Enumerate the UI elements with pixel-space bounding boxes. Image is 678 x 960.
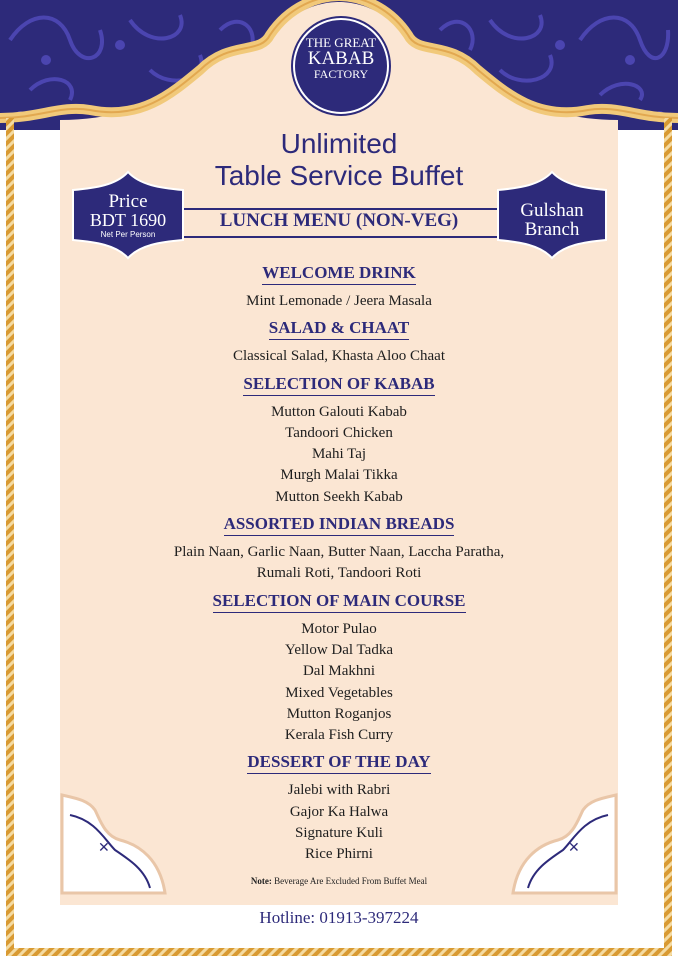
section-heading: WELCOME DRINK — [262, 262, 415, 285]
logo-line-1: THE GREAT — [305, 35, 377, 50]
section-heading: SELECTION OF KABAB — [243, 373, 434, 396]
price-label: Price — [108, 191, 148, 212]
section-heading: ASSORTED INDIAN BREADS — [224, 513, 455, 536]
branch-line-2: Branch — [524, 219, 580, 240]
menu-section — [0, 751, 678, 865]
rope-border-bottom — [6, 948, 672, 956]
logo-line-2: KABAB — [307, 48, 375, 69]
hotline-number: Hotline: 01913-397224 — [259, 908, 419, 927]
menu-item: Kerala Fish Curry — [284, 727, 394, 744]
price-value: BDT 1690 — [89, 210, 167, 230]
menu-item: Mutton Seekh Kabab — [275, 488, 403, 505]
section-heading: SALAD & CHAAT — [269, 317, 409, 340]
menu-section — [0, 373, 678, 508]
note-label: Note: — [250, 876, 272, 886]
svg-text:✕: ✕ — [98, 840, 110, 856]
section-heading: SELECTION OF MAIN COURSE — [213, 590, 466, 613]
beverage-note — [0, 876, 678, 886]
menu-item: Motor Pulao — [301, 620, 377, 637]
menu-item: Mutton Galouti Kabab — [271, 403, 407, 420]
menu-item: Signature Kuli — [295, 825, 383, 842]
menu-section — [0, 590, 678, 747]
menu-item: Rumali Roti, Tandoori Roti — [256, 565, 422, 582]
brand-logo — [293, 18, 389, 114]
logo-line-3: FACTORY — [313, 67, 369, 81]
menu-item: Plain Naan, Garlic Naan, Butter Naan, Laccha Paratha, — [173, 544, 505, 561]
section-heading: DESSERT OF THE DAY — [247, 751, 430, 774]
menu-item: Murgh Malai Tikka — [280, 467, 398, 484]
price-note: Net Per Person — [100, 230, 156, 239]
menu-item: Yellow Dal Tadka — [285, 641, 393, 658]
title-line-2: Table Service Buffet — [214, 160, 464, 191]
menu-item: Classical Salad, Khasta Aloo Chaat — [232, 348, 446, 365]
svg-text:✕: ✕ — [568, 840, 580, 856]
menu-item: Tandoori Chicken — [285, 424, 393, 441]
branch-line-1: Gulshan — [520, 200, 584, 221]
lunch-menu-title: LUNCH MENU (NON-VEG) — [219, 210, 459, 231]
menu-item: Gajor Ka Halwa — [289, 803, 389, 820]
menu-section — [0, 513, 678, 585]
note-text: Beverage Are Excluded From Buffet Meal — [274, 876, 428, 886]
menu-item: Mint Lemonade / Jeera Masala — [246, 293, 432, 309]
menu-item: Dal Makhni — [302, 663, 376, 680]
menu-item: Rice Phirni — [305, 846, 373, 863]
menu-item: Mixed Vegetables — [285, 684, 393, 701]
menu-section — [0, 317, 678, 367]
menu-item: Mahi Taj — [311, 446, 367, 463]
menu-item: Mutton Roganjos — [286, 705, 392, 722]
menu-list — [0, 262, 678, 866]
title-line-1: Unlimited — [280, 128, 398, 159]
menu-section — [0, 262, 678, 312]
menu-item: Jalebi with Rabri — [287, 782, 391, 799]
